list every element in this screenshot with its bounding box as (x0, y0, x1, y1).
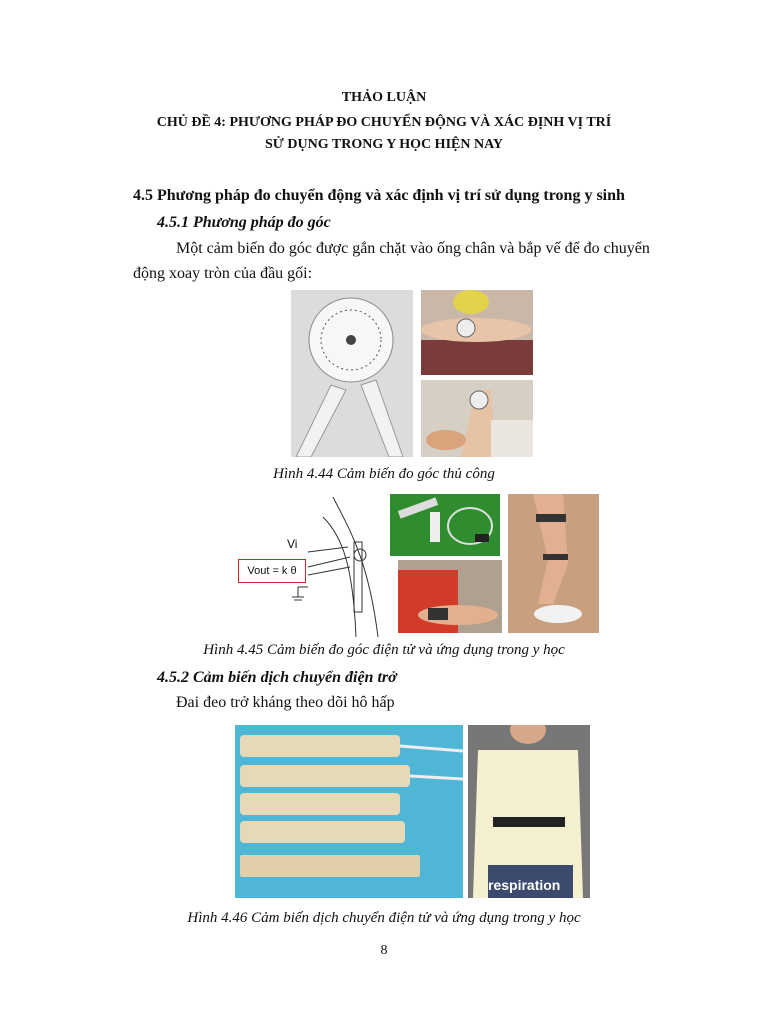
paragraph-line: động xoay tròn của đầu gối: (133, 265, 313, 282)
subsection-heading-angle: 4.5.1 Phương pháp đo góc (157, 214, 331, 231)
elbow-sensor-photo (398, 560, 502, 633)
knee-sensor-photo (508, 494, 599, 633)
resistive-belt-photo (235, 725, 463, 898)
figure-caption-4-46: Hình 4.46 Cảm biến dịch chuyển điện tử và ứng dụng trong y học (187, 910, 581, 926)
figure-caption-4-45: Hình 4.45 Cảm biến đo góc điện tử và ứng dụng trong y học (203, 642, 565, 658)
topic-title-line2: SỬ DỤNG TRONG Y HỌC HIỆN NAY (264, 137, 504, 152)
figure-caption-4-44: Hình 4.44 Cảm biến đo góc thủ công (273, 466, 495, 482)
document-title: THẢO LUẬN (341, 90, 427, 105)
paragraph-line: Đai đeo trở kháng theo dõi hô hấp (176, 694, 395, 711)
leg-goniometer-photo (421, 380, 533, 457)
goniometer-photo (291, 290, 413, 457)
page-number: 8 (380, 943, 388, 958)
vi-label: Vi (287, 537, 298, 551)
electronic-goniometer-photo (390, 494, 500, 556)
vout-formula-box: Vout = k θ (238, 559, 306, 583)
subsection-heading-resistive: 4.5.2 Cảm biến dịch chuyển điện trở (157, 669, 397, 686)
respiration-label: respiration (488, 877, 561, 893)
topic-title-line1: CHỦ ĐỀ 4: PHƯƠNG PHÁP ĐO CHUYỂN ĐỘNG VÀ XÁC ĐỊNH VỊ TRÍ (156, 115, 612, 130)
paragraph-line: Một cảm biến đo góc được gắn chặt vào ống chân và bắp vế để đo chuyển (176, 240, 650, 257)
knee-goniometer-photo (421, 290, 533, 375)
respiration-belt-photo (468, 725, 590, 898)
section-heading: 4.5 Phương pháp đo chuyển động và xác định vị trí sử dụng trong y sinh (133, 187, 625, 204)
